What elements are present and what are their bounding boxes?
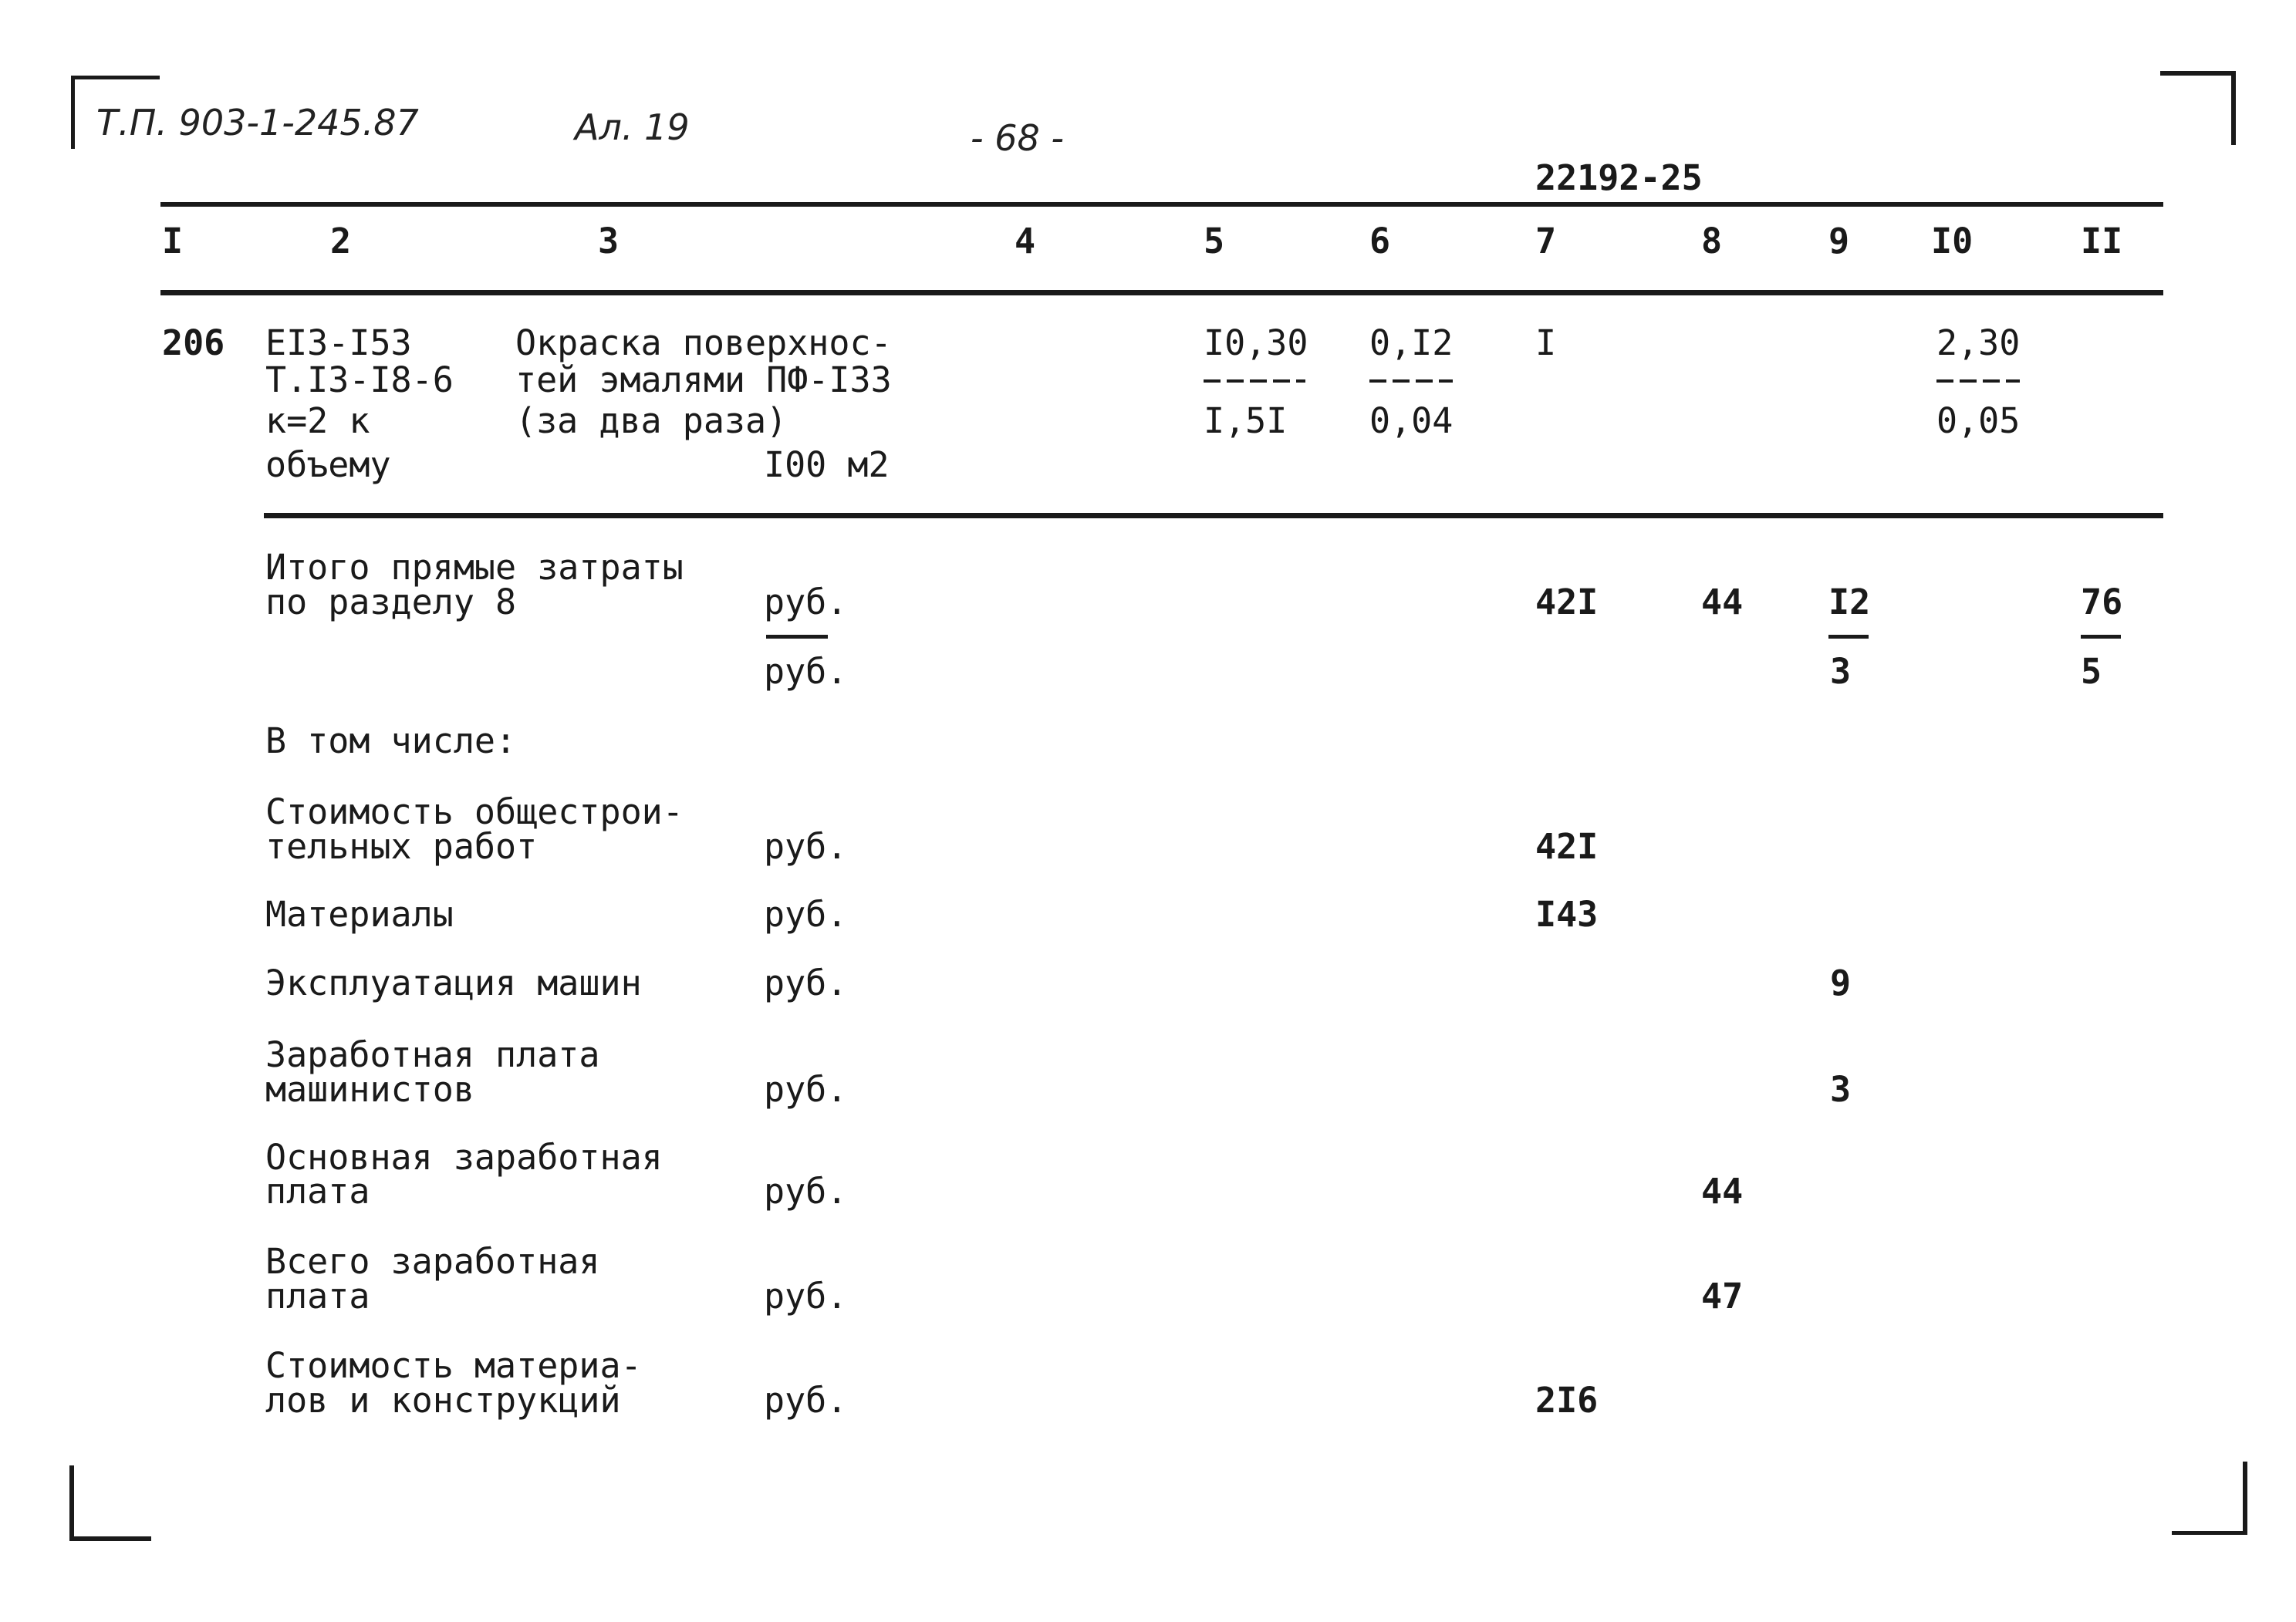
column-header-8: 8 [1701,221,1723,261]
item-description-line: тей эмалями ПФ-I33 [515,359,892,400]
breakdown-label-line: тельных работ [265,826,538,867]
breakdown-unit: руб. [764,894,848,935]
breakdown-unit: руб. [764,963,848,1003]
header-bottom-rule [160,290,2163,295]
breakdown-label-line: Основная заработная [265,1137,663,1178]
breakdown-unit: руб. [764,826,848,867]
frame-corner-bottom-right [2172,1462,2247,1535]
column-header-6: 6 [1369,221,1391,261]
breakdown-label-line: Заработная плата [265,1034,600,1075]
item-code-line: EI3-I53 [265,322,412,363]
item-bottom-rule [264,513,2163,518]
col10-fraction-line [1936,379,2020,383]
item-description-line: Окраска поверхнос- [515,322,892,363]
column-header-11: II [2081,221,2123,261]
document-reference: Т.П. 903-1-245.87 [96,102,419,143]
col5-fraction-line [1204,379,1305,383]
breakdown-col9: 3 [1830,1069,1852,1110]
total-col11-fraction-line [2081,635,2121,639]
total-label-line: по разделу 8 [265,582,517,622]
breakdown-label-line: лов и конструкций [265,1380,621,1421]
column-header-9: 9 [1828,221,1850,261]
breakdown-label-line: Стоимость общестрои- [265,791,684,832]
col5-value-top: I0,30 [1204,322,1308,363]
breakdown-label-line: Материалы [265,894,454,935]
item-unit: I00 м2 [764,444,890,485]
frame-corner-top-right [2160,71,2236,145]
breakdown-col7: 2I6 [1535,1380,1599,1421]
total-col11-bottom: 5 [2081,651,2102,692]
breakdown-label-line: Всего заработная [265,1241,600,1282]
col7-value: I [1535,322,1557,363]
breakdown-col7: 42I [1535,826,1599,867]
including-label: В том числе: [265,720,517,761]
column-header-3: 3 [598,221,620,261]
breakdown-unit: руб. [764,1171,848,1212]
breakdown-col8: 47 [1701,1276,1744,1317]
breakdown-unit: руб. [764,1276,848,1317]
breakdown-label-line: плата [265,1276,370,1317]
page-number: - 68 - [971,117,1064,159]
item-code-line: к=2 к [265,400,370,441]
total-col9-bottom: 3 [1830,651,1852,692]
total-col9-fraction-line [1828,635,1869,639]
total-unit-fraction-line [766,635,828,639]
col10-value-top: 2,30 [1936,322,2021,363]
breakdown-label-line: машинистов [265,1069,474,1110]
col6-fraction-line [1369,379,1453,383]
sheet-number: Ал. 19 [575,106,690,148]
total-col8: 44 [1701,582,1744,622]
col6-value-top: 0,I2 [1369,322,1454,363]
total-label-line: Итого прямые затраты [265,547,684,588]
breakdown-unit: руб. [764,1069,848,1110]
item-code-line: Т.I3-I8-6 [265,359,454,400]
total-col9-top: I2 [1828,582,1871,622]
column-header-4: 4 [1015,221,1036,261]
column-header-1: I [162,221,184,261]
column-header-7: 7 [1535,221,1557,261]
estimate-code: 22192-25 [1535,157,1703,198]
column-header-5: 5 [1204,221,1225,261]
col6-value-bottom: 0,04 [1369,400,1454,441]
total-unit-top: руб. [764,582,848,622]
item-description-line: (за два раза) [515,400,788,441]
breakdown-label-line: Стоимость материа- [265,1345,642,1386]
total-col7: 42I [1535,582,1599,622]
breakdown-col9: 9 [1830,963,1852,1003]
frame-corner-bottom-left [69,1465,151,1541]
col5-value-bottom: I,5I [1204,400,1288,441]
column-header-2: 2 [330,221,352,261]
breakdown-label-line: Эксплуатация машин [265,963,642,1003]
item-number: 206 [162,322,225,363]
column-header-10: I0 [1931,221,1974,261]
breakdown-unit: руб. [764,1380,848,1421]
total-unit-bottom: руб. [764,651,848,692]
breakdown-col8: 44 [1701,1171,1744,1212]
breakdown-col7: I43 [1535,894,1599,935]
header-top-rule [160,202,2163,207]
breakdown-label-line: плата [265,1171,370,1212]
total-col11-top: 76 [2081,582,2123,622]
col10-value-bottom: 0,05 [1936,400,2021,441]
item-code-line: объему [265,444,391,485]
